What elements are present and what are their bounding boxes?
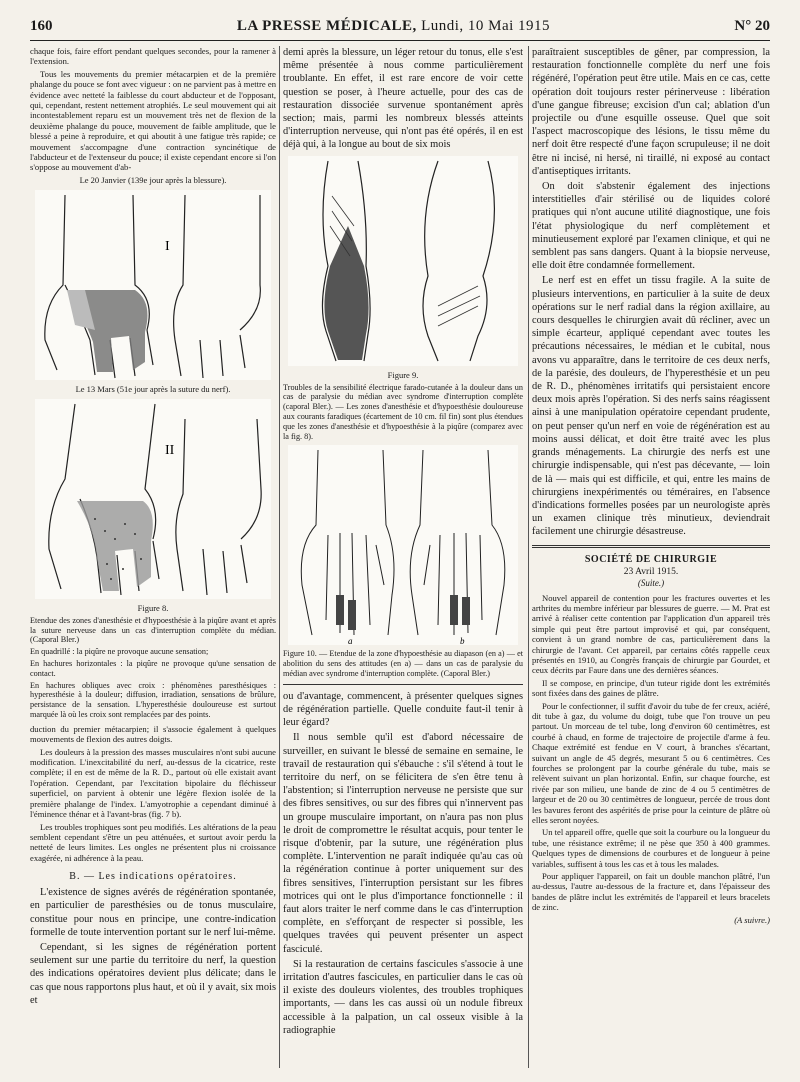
paragraph: Tous les mouvements du premier métacarpien et de la première phalange du pouce se font avec vigueur : on ne parvient pas à mettre en évidence avec netteté la faiblesse du court abducteur et de l'opposant, qui, cependant, restent nettement atrophiés. Le seul mouvement qui ait incontestablement reparu est un mouvement très net de flexion de la deuxième phalange du pouce, mouvement de faible amplitude, que le blessé a peine à reproduire, et qui aboutit à une fatigue très rapide; ce mouvement s'accompagne d'une contraction syncinétique de l'abducteur et de l'extenseur du pouce; il existe cependant encore si l'on s'oppose au mouvement d'ab-	[30, 68, 276, 173]
page-header	[30, 18, 770, 38]
paragraph: Si la restauration de certains fascicules s'associe à une irritation d'autres fascicules, en particulier dans le cas où il existe des douleurs violentes, des troubles trophiques importants, — dans les cas aussi où un nodule fibreux accessible à la palpation, un cal osseux visible à la radiographie	[283, 958, 523, 1036]
section-divider	[532, 545, 770, 548]
divider	[283, 684, 523, 685]
section-heading: B. — Les indications opératoires.	[69, 871, 237, 883]
column-divider-2	[528, 46, 529, 1068]
paragraph: On doit s'abstenir également des injections interstitielles d'air stérilisé ou de liquides coloré pratiques qui n'ont aucune utilité diagnostique, une fois l'état physiologique du nerf complètement et minutieusement exploré par l'examen clinique, et qui ne semblent pas sans dangers. Quant à la biopsie nerveuse, elle doit être condamnée formellement.	[532, 181, 770, 272]
issue-number: N° 20	[734, 18, 770, 34]
paragraph: Il se compose, en principe, d'un tuteur rigide dont les extrémités sont fixées dans des gaines de plâtre.	[532, 677, 770, 699]
paragraph: paraîtraient susceptibles de gêner, par compression, la restauration fonctionnelle complète du nerf une fois régénéré, l'opération peut être utile. Mais en ce cas, cette opération doit toujours rester périnerveuse : libération d'une gangue fibreuse; excision d'un cal; ablation d'un projectile ou d'une esquille osseuse. Quel que soit l'aspect macroscopique des lésions, le tissu même du nerf doit être respecté d'une façon scrupuleuse; il ne doit être ni incisé, ni hersé, ni tiraillé, ni exposé au contact d'antiseptiques irritants.	[532, 47, 770, 177]
paragraph: duction du premier métacarpien; il s'associe également à quelques mouvements de flexion des autres doigts.	[30, 723, 276, 745]
paragraph: Les douleurs à la pression des masses musculaires n'ont subi aucune modification. L'inexcitabilité du nerf, au-dessus de la cicatrice, reste complète; il en est de même de la R. D., partout où elle existait avant l'opération. Cependant, par l'excitation bipolaire du fléchisseur superficiel, on parvient à obtenir une légère flexion isolée de la première phalange de l'index. L'amyotrophie a cependant diminué à l'éminence thénar et à l'avant-bras (fig. 7 b).	[30, 746, 276, 820]
page-number: 160	[30, 18, 53, 34]
journal-title	[237, 18, 550, 35]
paragraph: ou d'avantage, commencent, à présenter quelques signes de régénération partielle. Quelle conduite faut-il tenir à leur égard?	[283, 690, 523, 729]
paragraph: L'existence de signes avérés de régénération spontanée, en particulier de paresthésies ou de tonus musculaire, constitue pour nous en principe, une contre-indication formelle de toute intervention portant sur le nerf lui-même.	[30, 887, 276, 938]
paragraph: chaque fois, faire effort pendant quelques secondes, pour la ramener à l'extension.	[30, 46, 276, 67]
column-3	[532, 46, 770, 925]
legend-line: En hachures obliques avec croix : phénomènes paresthésiques : hyperesthésie à la douleur; diffusion, irradiation, sensations de brûlure, persistance de la sensation. L'hyperesthésie douloureuse est surtout marquée là où les croix sont remplacées par des points.	[30, 680, 276, 720]
society-heading: SOCIÉTÉ DE CHIRURGIE	[584, 553, 718, 565]
society-suite: (Suite.)	[637, 577, 665, 588]
figure-9-legend: Troubles de la sensibilité électrique farado-cutanée à la douleur dans un cas de paralysie du médian avec syndrome d'interruption complète (caporal Bler.). — Les zones d'anesthésie et d'hypoesthésie douloureuse aux courants faradiques (écartement de 10 cm. fil fin) sont plus étendues que les zones d'anesthésie et d'hypoesthésie à la piqûre (comparez avec la fig. 8).	[283, 382, 523, 441]
column-2	[283, 46, 523, 1039]
legend-line: Etendue des zones d'anesthésie et d'hypoesthésie à la piqûre avant et après la suture nerveuse dans un cas d'interruption complète du médian. (Caporal Bler.)	[30, 615, 276, 645]
paragraph: Pour le confectionner, il suffit d'avoir du tube de fer creux, aciéré, dit tube à gaz, du volume du doigt, tube que l'on trouve un peu partout. Un morceau de tel tube, long d'environ 60 centimètres, est courbé à chaud, en forme de trajectoire de projectile d'arme à feu. Chaque extrémité est fendue en V court, à branches s'écartant, suivant un angle de 45 degrés, mesurant 5 ou 6 centimètres. Ces fourches se prolongent par la courbe générale du tube, mais se relèvent suivant un plan horizontal. Enfin, sur chaque fourche, est rivée par son milieu, une bande de zinc de 4 ou 5 centimètres de largeur et de 20 ou 30 centimètres de longueur, percée de trous dont les bavures feront des aspérités de prise pour la ceinture de plâtre où elles seront noyées.	[532, 700, 770, 826]
figure-8-hands-i	[35, 190, 271, 380]
figure-8-legend	[30, 616, 276, 720]
figure-caption: Le 20 Janvier (139e jour après la blessure).	[79, 174, 227, 185]
figure-9-title: Figure 9.	[387, 369, 419, 380]
paragraph: demi après la blessure, un léger retour du tonus, elle s'est même présentée à nous comme particulièrement troublante. En effet, il est rare encore de voir cette question se poser, à l'heure actuelle, pour des cas de restauration dissociée survenue spontanément après section; mais, parmi les nombreux blessés atteints d'interruption nerveuse, qui n'ont pas été opérés, il en est déjà qui, à la longue au bout de six mois	[283, 47, 523, 151]
paragraph: Pour appliquer l'appareil, on fait un double manchon plâtré, l'un au-dessus, l'autre au-dessous de la fracture et, dans l'épaisseur des bandes de plâtre inclut les extrémités de l'appareil et leurs bracelets de zinc.	[532, 871, 770, 913]
paragraph: Il nous semble qu'il est d'abord nécessaire de surveiller, en suivant le blessé de semaine en semaine, le travail de restauration qui s'ébauche : s'il s'étend à tout le territoire du nerf, on se félicitera de s'en être tenu à l'abstention; si l'interruption nerveuse ne persiste que sur des fibres sensitives, ou sur des fibres qui n'innervent pas un groupe musculaire important, on n'aura pas non plus le droit de compromettre le résultat acquis, pour tenter le risque d'obtenir, par la suture, une régénération plus complète. L'intervention ne paraît indiquée qu'au cas où la régénération continue à porter uniquement sur des fibres sensitives, l'interruption persistant sur les fibres motrices qui ont le plus d'importance fonctionnelle : il faut alors traiter le nerf comme dans le cas d'interruption complète, en s'efforçant de respecter si possible, les quelques travées qui peuvent présenter un aspect fasciculé.	[283, 732, 523, 955]
paragraph: Cependant, si les signes de régénération portent seulement sur une partie du territoire du nerf, la question des indications opératoires devient plus délicate; dans le cas que nous rapportons plus haut, et où il y avait, six mois et	[30, 941, 276, 1006]
header-rule	[30, 40, 770, 41]
legend-line: En quadrillé : la piqûre ne provoque aucune sensation;	[30, 647, 209, 657]
issue-date: Lundi, 10 Mai 1915	[421, 18, 551, 34]
paragraph: Les troubles trophiques sont peu modifiés. Les altérations de la peau semblent cependant s'être un peu atténuées, et surtout avoir perdu la netteté de leurs limites. Les ongles ne présentent plus ni croissance exagérée, ni adhérence à la peau.	[30, 821, 276, 863]
legend-line: En hachures horizontales : la piqûre ne provoque qu'une sensation de contact.	[30, 659, 276, 678]
figure-caption: Le 13 Mars (51e jour après la suture du nerf).	[75, 383, 231, 394]
figure-10-skeleton-hands	[288, 445, 518, 645]
society-date: 23 Avril 1915.	[623, 566, 679, 577]
figure-8-hands-ii	[35, 399, 271, 599]
label-a: a	[348, 636, 353, 646]
label-b: b	[460, 636, 465, 646]
to-be-continued: (A suivre.)	[734, 914, 770, 925]
column-divider-1	[279, 46, 280, 1068]
paragraph: Un tel appareil offre, quelle que soit la courbure ou la longueur du tube, une résistance extrême; il ne pèse que 350 à 400 grammes. Quelques types de dimensions de courbures et de longueur à peine variables, suffisent à tous les cas et à tous les malades.	[532, 827, 770, 869]
figure-9-arms	[288, 156, 518, 366]
paragraph: Le nerf est en effet un tissu fragile. A la suite de plusieurs interventions, en particulier à la suite de deux opérations sur le nerf radial dans la région axillaire, au cours desquelles le chirurgien avait dû récliner, avec un simple écarteur, appliqué cependant avec toutes les précautions nécessaires, le médian et le cubital, nous avons vu apparaître, dans le territoire de ces deux nerfs, de la parésie, des douleurs, de l'hyperesthésie et un peu de R. D., phénomènes irritatifs qui persistaient encore deux mois après l'opération. Si des nerfs sains réagissent ainsi à une manipulation opératoire cependant prudente, on peut penser qu'un nerf en voie de régénération est au moins aussi délicat, et doit être traité avec les plus grands ménagements. La chirurgie des nerfs est une chirurgie indispensable, qui n'est pas décevante, — loin de là — mais qui est difficile, et qui, entre les mains de chirurgiens inexpérimentés ou téméraires, en l'absence d'indications formelles posées par un neurologiste après un examen clinique très minutieux, deviendrait facilement une chirurgie désastreuse.	[532, 275, 770, 538]
paragraph: Nouvel appareil de contention pour les fractures ouvertes et les arthrites du membre inférieur par blessures de guerre. — M. Prat est arrivé à réaliser cette contention par l'application d'un appareil très simple qui peut être partout improvisé et qui, par conséquent, convient à un grand nombre de cas, particulièrement dans la chirurgie de l'avant. Cet appareil, par certains côtés rappelle ceux présentés en 1910, au Congrès français de chirurgie par Gourdet, et ceux décrits par Faure dans une des dernières séances.	[532, 592, 770, 676]
roman-numeral-ii: II	[165, 442, 175, 458]
figure-8-title: Figure 8.	[137, 602, 169, 613]
roman-numeral-i: I	[165, 238, 170, 254]
column-1	[30, 46, 276, 1009]
figure-10-legend: Figure 10. — Etendue de la zone d'hypoesthésie au diapason (en a) — et abolition du sens des attitudes (en a) — dans un cas de paralysie du médian avec syndrome d'interruption complète. (Caporal Bler.)	[283, 649, 523, 678]
journal-name: LA PRESSE MÉDICALE,	[236, 18, 417, 34]
